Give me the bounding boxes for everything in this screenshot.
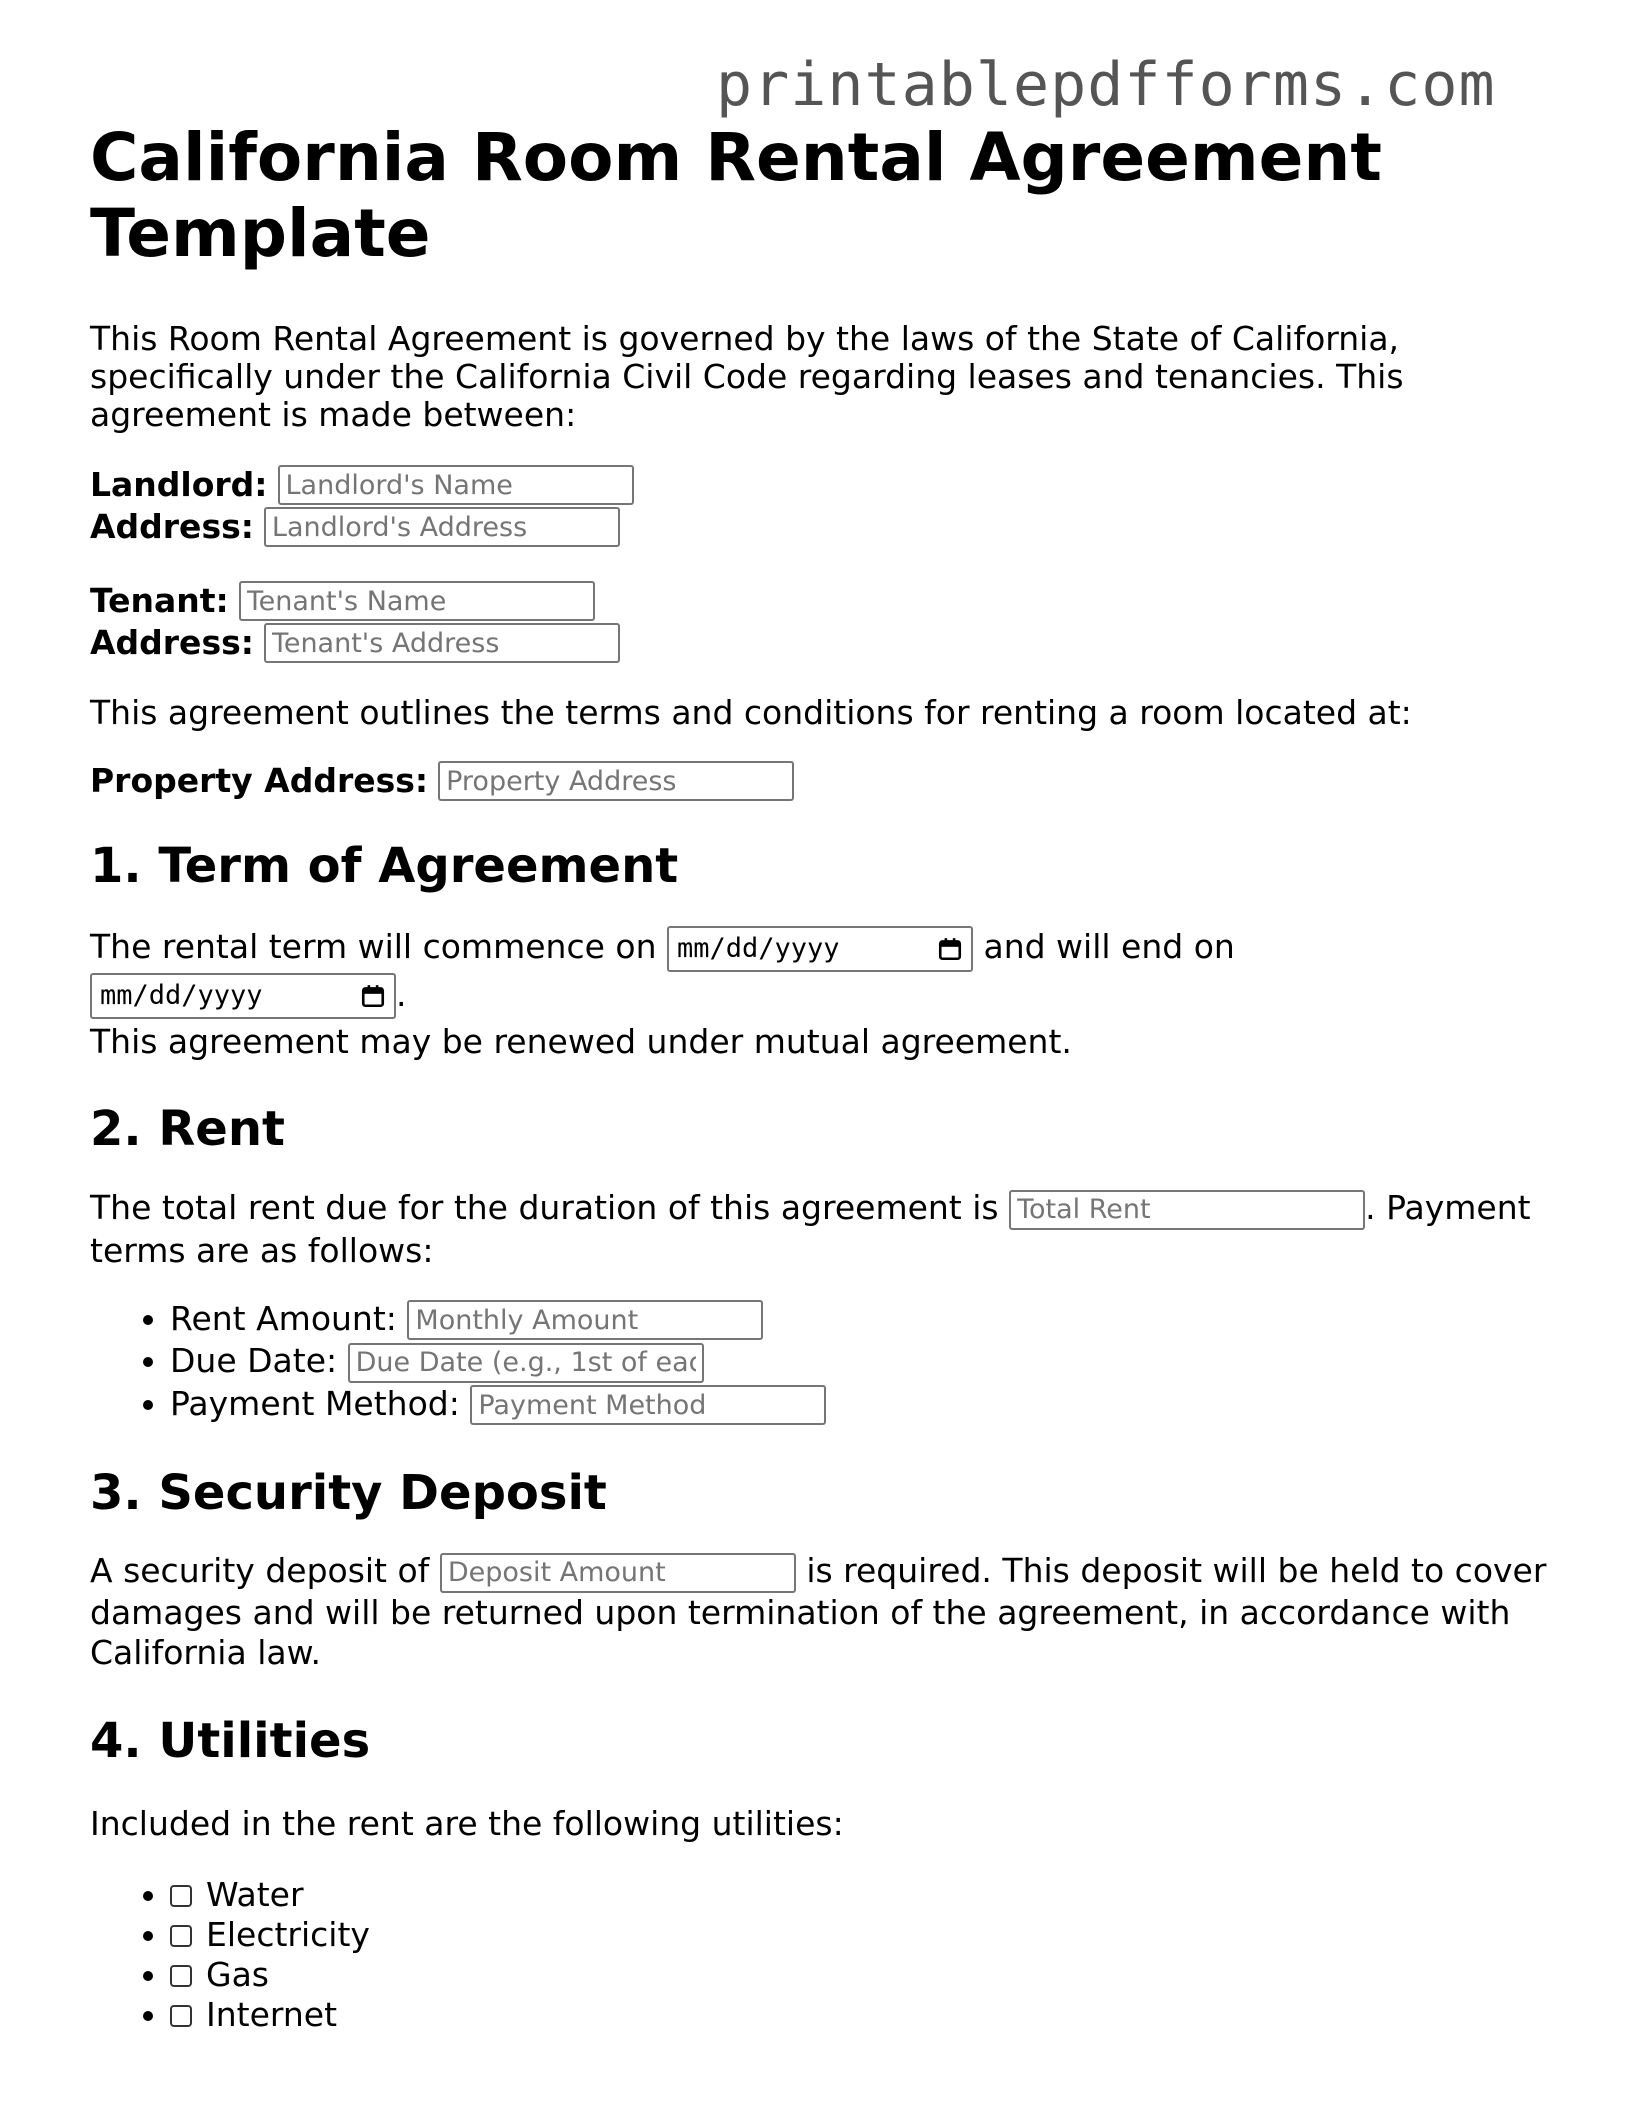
due-date-label: Due Date:: [170, 1341, 338, 1380]
start-date-value: mm/dd/yyyy: [676, 932, 840, 964]
due-date-input[interactable]: [348, 1343, 704, 1383]
internet-checkbox[interactable]: [170, 2005, 192, 2027]
utility-label: Internet: [206, 1994, 338, 2034]
list-item: [170, 1915, 1550, 1955]
watermark: printablepdfforms.com: [716, 50, 1496, 120]
deposit-text-after: is required. This deposit will be held to cover damages and will be returned upon termination of the agreement, in accordance with California law.: [90, 1551, 1547, 1672]
landlord-name-input[interactable]: [278, 465, 634, 505]
rent-paragraph: [90, 1187, 1550, 1272]
tenant-name-input[interactable]: [239, 581, 595, 621]
tenant-address-label: Address:: [90, 623, 254, 662]
calendar-icon[interactable]: [937, 936, 963, 962]
landlord-address-input[interactable]: [264, 507, 620, 547]
rent-text-before: The total rent due for the duration of this agreement is: [90, 1188, 999, 1227]
deposit-heading: 3. Security Deposit: [90, 1465, 607, 1521]
term-renew-text: This agreement may be renewed under mutual agreement.: [90, 1022, 1072, 1061]
deposit-text-before: A security deposit of: [90, 1551, 430, 1590]
property-address-label: Property Address:: [90, 761, 429, 800]
term-heading: 1. Term of Agreement: [90, 838, 679, 894]
total-rent-input[interactable]: [1009, 1190, 1365, 1230]
property-section: [90, 760, 1550, 802]
list-item: [170, 1955, 1550, 1995]
list-item: [170, 1298, 1550, 1341]
tenant-name-label: Tenant:: [90, 581, 229, 620]
end-date-input[interactable]: [90, 973, 396, 1019]
tenant-section: [90, 580, 1550, 664]
calendar-icon[interactable]: [360, 983, 386, 1009]
document-title: California Room Rental Agreement Template: [90, 119, 1382, 272]
electricity-checkbox[interactable]: [170, 1925, 192, 1947]
list-item: [170, 1875, 1550, 1915]
list-item: [170, 1383, 1550, 1426]
term-text-before: The rental term will commence on: [90, 927, 657, 966]
tenant-address-input[interactable]: [264, 623, 620, 663]
document-body: [90, 110, 1550, 2035]
payment-method-input[interactable]: [470, 1385, 826, 1425]
payment-method-label: Payment Method:: [170, 1383, 460, 1423]
intro-paragraph: This Room Rental Agreement is governed by the laws of the State of California, specifically under the California Civil Code regarding leases and tenancies. This agreement is made between:: [90, 319, 1404, 434]
term-paragraph: [90, 924, 1550, 1065]
landlord-section: [90, 464, 1550, 548]
list-item: [170, 1995, 1550, 2035]
landlord-address-label: Address:: [90, 507, 254, 546]
utility-label: Gas: [206, 1954, 269, 1994]
deposit-amount-input[interactable]: [440, 1553, 796, 1593]
rent-amount-label: Rent Amount:: [170, 1298, 397, 1338]
rent-text-after: . Payment terms are as follows:: [90, 1188, 1531, 1270]
water-checkbox[interactable]: [170, 1885, 192, 1907]
utility-label: Electricity: [206, 1914, 370, 1954]
monthly-amount-input[interactable]: [407, 1300, 763, 1340]
gas-checkbox[interactable]: [170, 1965, 192, 1987]
landlord-name-label: Landlord:: [90, 465, 268, 504]
term-text-after: .: [396, 974, 407, 1014]
term-text-middle: and will end on: [983, 927, 1235, 966]
property-intro: This agreement outlines the terms and conditions for renting a room located at:: [90, 693, 1412, 732]
deposit-paragraph: [90, 1551, 1550, 1673]
utilities-heading: 4. Utilities: [90, 1712, 371, 1769]
end-date-value: mm/dd/yyyy: [100, 980, 263, 1011]
rent-terms-list: [90, 1298, 1550, 1426]
utilities-list: [90, 1875, 1550, 2035]
property-address-input[interactable]: [438, 761, 794, 801]
list-item: [170, 1340, 1550, 1383]
start-date-input[interactable]: [667, 926, 973, 972]
rent-heading: 2. Rent: [90, 1101, 285, 1157]
utilities-intro: Included in the rent are the following utilities:: [90, 1803, 844, 1843]
utility-label: Water: [206, 1874, 304, 1914]
